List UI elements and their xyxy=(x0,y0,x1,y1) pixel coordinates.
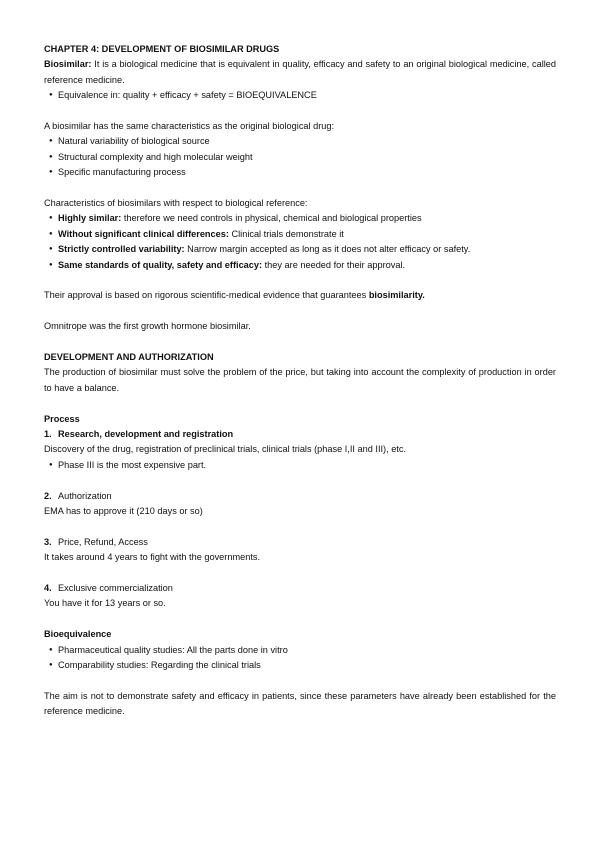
approval-paragraph xyxy=(44,288,556,303)
step-title xyxy=(44,581,556,596)
step-title xyxy=(44,427,556,442)
approval-text: Their approval is based on rigorous scientific-medical evidence that guarantees xyxy=(44,290,369,301)
step-number: 3. xyxy=(44,536,52,547)
item-text: they are needed for their approval. xyxy=(262,259,406,270)
step-text: It takes around 4 years to fight with the governments. xyxy=(44,552,261,563)
list-item: ● Pharmaceutical quality studies: All the parts done in vitro xyxy=(44,643,556,658)
item-text: Narrow margin accepted as long as it does not alter efficacy or safety. xyxy=(184,244,471,255)
bioequivalence-list xyxy=(44,643,556,674)
process-heading: Process xyxy=(44,413,80,424)
step-bullets xyxy=(44,458,556,473)
development-heading: DEVELOPMENT AND AUTHORIZATION xyxy=(44,352,214,363)
chapter-title: CHAPTER 4: DEVELOPMENT OF BIOSIMILAR DRUGS xyxy=(44,44,280,54)
item-term: Same standards of quality, safety and efficacy: xyxy=(58,259,263,270)
step-number: 4. xyxy=(44,583,52,594)
list-item xyxy=(44,258,556,273)
development-text: The production of biosimilar must solve the problem of the price, but taking into account the complexity of production in order to have a balance. xyxy=(44,367,556,393)
list-item xyxy=(44,227,556,242)
list-item xyxy=(44,211,556,226)
reference-list xyxy=(44,211,556,273)
step-title xyxy=(44,535,556,550)
item-term: Without significant clinical differences: xyxy=(58,228,229,239)
step-number: 1. xyxy=(44,429,52,440)
characteristics-list xyxy=(44,134,556,180)
step-label: Price, Refund, Access xyxy=(58,536,148,547)
omnitrope-paragraph: Omnitrope was the first growth hormone biosimilar. xyxy=(44,321,251,332)
step-label: Research, development and registration xyxy=(58,429,234,440)
bioequivalence-heading: Bioequivalence xyxy=(44,629,112,640)
list-item: ● Comparability studies: Regarding the clinical trials xyxy=(44,658,556,673)
list-item: ● Specific manufacturing process xyxy=(44,165,556,180)
item-term: Highly similar: xyxy=(58,213,122,224)
aim-paragraph: The aim is not to demonstrate safety and efficacy in patients, since these parameters have already been established for the reference medicine. xyxy=(44,690,556,717)
step-label: Exclusive commercialization xyxy=(58,583,173,594)
approval-bold: biosimilarity. xyxy=(368,290,425,301)
item-term: Strictly controlled variability: xyxy=(58,244,185,255)
biosimilar-definition xyxy=(44,57,556,88)
list-item xyxy=(44,242,556,257)
characteristics-intro: A biosimilar has the same characteristics as the original biological drug: xyxy=(44,121,335,132)
item-text: Clinical trials demonstrate it xyxy=(228,228,344,239)
biosimilar-term: Biosimilar: xyxy=(44,59,92,70)
step-label: Authorization xyxy=(58,490,112,501)
biosimilar-text: It is a biological medicine that is equivalent in quality, efficacy and safety to an original biological medicine, called reference medicine. xyxy=(44,59,556,85)
step-text: Discovery of the drug, registration of preclinical trials, clinical trials (phase I,II and III), etc. xyxy=(44,444,407,455)
item-text: therefore we need controls in physical, chemical and biological properties xyxy=(121,213,422,224)
reference-intro: Characteristics of biosimilars with respect to biological reference: xyxy=(44,198,308,209)
step-text: You have it for 13 years or so. xyxy=(44,598,166,609)
equivalence-bullet: ● Equivalence in: quality + efficacy + safety = BIOEQUIVALENCE xyxy=(44,88,556,103)
step-number: 2. xyxy=(44,490,52,501)
list-item: ● Natural variability of biological source xyxy=(44,134,556,149)
list-item: ● Structural complexity and high molecular weight xyxy=(44,150,556,165)
step-title xyxy=(44,489,556,504)
step-text: EMA has to approve it (210 days or so) xyxy=(44,506,203,517)
equivalence-list xyxy=(44,88,556,103)
list-item: ● Phase III is the most expensive part. xyxy=(44,458,556,473)
